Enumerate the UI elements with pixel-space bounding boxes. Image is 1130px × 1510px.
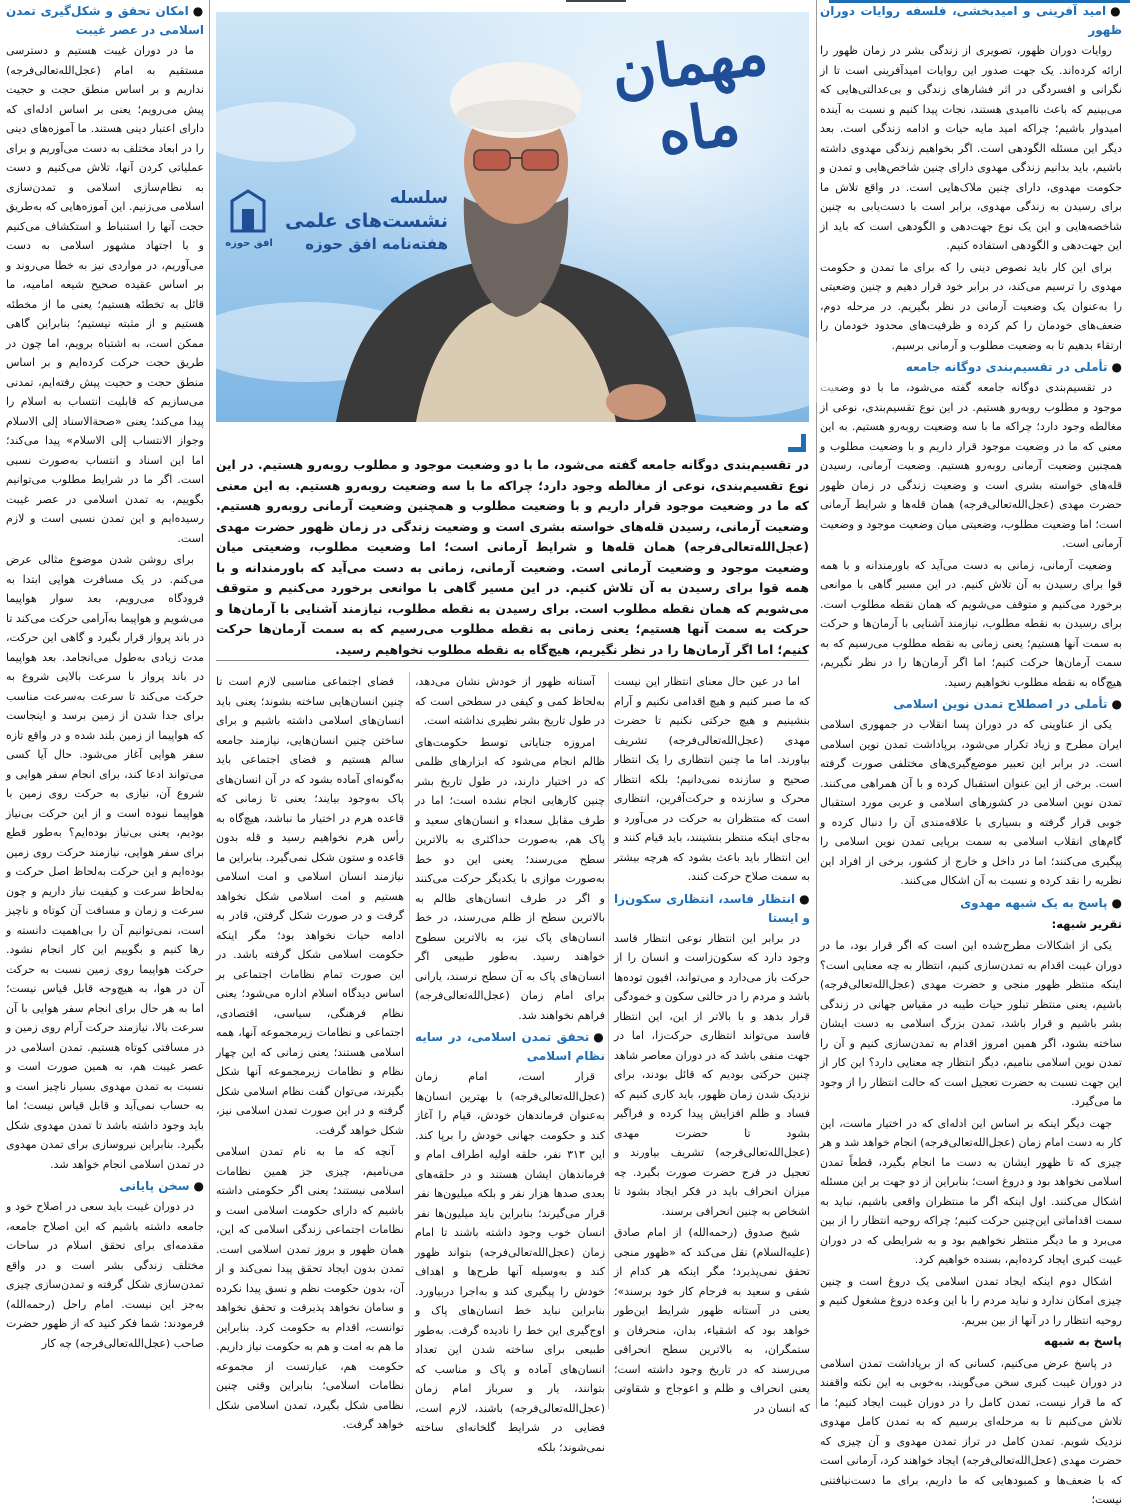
paragraph: یکی از اشکالات مطرح‌شده این است که اگر قرار بود، ما در دوران غیبت اقدام به تمدن‌سازی کنیم، انتظار به چه معنایی است؟ اینکه منتظر ظهور منجی و حضرت مهدی (عجل‌الله‌تعالی‌فرجه) باشیم، یعنی منتظر تبلور حیات طیبه در مقیاس جهانی در زندگی بشر باشیم و قرار باشد، تمدن بزرگ اسلامی به دست ایشان ساخته بشود، اگر همین امروز اقدام به تمدن‌سازی کنیم و آن را تمدن نوین اسلامی بنامیم، دیگر انتظار چه معنایی دارد؟ این کار از این جهت نسبت به حضرت تعجیل است که حالت انتظار را از وجود ما می‌گیرد. (820, 939, 1122, 1108)
paragraph: شیخ صدوق (رحمه‌الله) از امام صادق (علیه‌السلام) نقل می‌کند که «ظهور منجی تحقق نمی‌پذیرد؛ مگر اینکه هر کدام از شقی و سعید به فرجام کار خود برسند»؛ یعنی در آستانه ظهور شرایط این‌طور خواهد بود که اشقیاء، بدان، منحرفان و ستمگران، به بالاترین سطح انحرافی می‌رسند که در تاریخ وجود داشته است؛ یعنی انحراف و ظلم و اعوجاج و شقاوتی که انسان در (614, 1226, 810, 1415)
heading-final-words: ●سخن پایانی (119, 1179, 204, 1193)
heading-islamic-system: ●تحقق تمدن اسلامی، در سایه نظام اسلامی (415, 1030, 605, 1063)
caption-weekly: هفته‌نامه افق حوزه (305, 235, 448, 253)
middle-column-center (415, 672, 605, 1454)
caption-series: سلسله (389, 188, 448, 208)
paragraph: در تقسیم‌بندی دوگانه جامعه گفته می‌شود، ما با دو وضعیت موجود و مطلوب روبه‌رو هستیم. در این نوع تقسیم‌بندی، نوعی از مغالطه وجود دارد؛ چراکه ما با سه وضعیت روبه‌رو هستیم. به این معنی که ما در وضعیت موجود قرار داریم و با وضعیت مطلوب و همچنین وضعیت آرمانی روبه‌رو هستیم. وضعیت آرمانی، رسیدن قله‌های خواسته بشری است و وضعیت زندگی در زمان ظهور حضرت مهدی (عجل‌الله‌تعالی‌فرجه) همان قله‌ها و شرایط آرمانی است؛ اما وضعیت مطلوب، وضعیتی میان وضعیت موجود و وضعیت آرمانی است. (820, 381, 1122, 550)
paragraph: روایات دوران ظهور، تصویری از زندگی بشر در زمان ظهور را ارائه کرده‌اند. یک جهت صدور این روایات امیدآفرینی است تا از نگرانی و افسردگی در اثر فشارهای زندگی و بی‌عدالتی‌هایی که می‌بینیم که باعث ناامیدی هستند، نجات پیدا کنیم و نسبت به آینده امیدوار باشیم؛ چراکه امید مایه حیات و ادامه زندگی است. بعد دیگر این مسئله الگودهی است. اگر بخواهیم زندگی مهدوی داشته باشیم، باید بدانیم زندگی مهدوی دارای چنین شاخص‌هایی و تمدن و حکومت مهدوی، دارای چنین ملاک‌هایی است. در واقع تلاش ما برای رسیدن به زندگی مهدوی، برابر است با دست‌یابی به چنین شاخصه‌هایی و این یک نوع جهت‌دهی و الگودهی است که باید از این جهت‌دهی و الگودهی استفاده کنیم. (820, 44, 1122, 252)
heading-corrupt-waiting: ●انتظار فاسد، انتظاری سکون‌زا و ایستا (614, 891, 810, 925)
paragraph: در دوران غیبت باید سعی در اصلاح خود و جامعه داشته باشیم که این اصلاح جامعه، مقدمه‌ای برای تحقق اسلام در ساحات مختلف زندگی بشر است و در واقع تمدن‌سازی شکل گرفته و تمدن‌سازی چیزی به‌جز این نیست. امام راحل (رحمه‌الله) فرمودند: شما فکر کنید که از ظهور حضرت صاحب (عجل‌الله‌تعالی‌فرجه) چه کار (6, 1200, 204, 1350)
right-column (820, 2, 1122, 1506)
paragraph: یکی از عناوینی که در دوران پسا انقلاب در جمهوری اسلامی ایران مطرح و زیاد تکرار می‌شود، برپاداشت تمدن نوین اسلامی است. در برابر این تعبیر موضع‌گیری‌های مختلفی صورت گرفته است. برخی از این عنوان استقبال کرده و با آن همراهی می‌کنند. تمدن نوین اسلامی در کشورهای اسلامی و عربی مورد استقبال خوبی قرار گرفته و بسیاری با علاقه‌مندی آن را دنبال کرده و گام‌های انقلاب اسلامی به سمت برپایی تمدن نوین اسلامی را پیگیری می‌کنند؛ اما در داخل و خارج از کشور، برخی از افراد این نظریه را نقد کرده و نسبت به آن اشکال می‌کنند. (820, 718, 1122, 887)
middle-column-right (614, 672, 810, 1415)
subheading-answer: پاسخ به شبهه (1043, 1334, 1122, 1348)
paragraph: قرار است، امام زمان (عجل‌الله‌تعالی‌فرجه) با بهترین انسان‌ها به‌عنوان فرماندهان خودش، قیام را آغاز کند و حکومت جهانی خودش را برپا کند. این ۳۱۳ نفر، حلقه اولیه اطراف امام و فرماندهان ایشان هستند و در حلقه‌های بعدی صدها هزار نفر و بلکه میلیون‌ها نفر قرار می‌گیرند؛ بنابراین باید میلیون‌ها نفر انسان خوب وجود داشته باشند تا امام زمان (عجل‌الله‌تعالی‌فرجه) بتواند ظهور کند و به‌وسیله آنها طرح‌ها و اهداف خودش را پیگیری کند و به‌اجرا دربیاورد. بنابراین نباید خط انسان‌های پاک و اوج‌گیری این خط را نادیده گرفت. به‌طور طبیعی برای ساخته شدن این تعداد انسان‌های آماده و پاک و مناسب که بتوانند، یار و سرباز امام زمان (عجل‌الله‌تعالی‌فرجه) باشند، لازم است، فضایی در شرایط گلخانه‌ای ساخته نمی‌شوند؛ بلکه (415, 1070, 605, 1454)
heading-modern-civilization: ●تأملی در اصطلاح تمدن نوین اسلامی (893, 697, 1122, 711)
logo-text: افق حوزه (225, 238, 273, 249)
lead-paragraph-box (216, 455, 809, 660)
column-divider (608, 672, 609, 1409)
paragraph: امروزه جنایاتی توسط حکومت‌های ظالم انجام می‌شود که ابزارهای ظلمی که در اختیار دارند، در طول تاریخ بشر چنین کارهایی انجام نشده است؛ اما در طرف مقابل سعداء و انسان‌های سعید و پاک هم، به‌صورت حداکثری به بالاترین سطح می‌رسند؛ یعنی این دو خط به‌صورت موازی با یکدیگر حرکت می‌کنند و اگر در طرف انسان‌های ظالم به بالاترین سطح از ظلم می‌رسند، در خط انسان‌های پاک نیز، به بالاترین سطوح خواهند رسید. به‌طور طبیعی اگر انسان‌های پاک به آن سطح نرسند، یارانی برای امام زمان (عجل‌الله‌تعالی‌فرجه) فراهم نخواهند شد. (415, 735, 605, 1022)
paragraph: اشکال دوم اینکه ایجاد تمدن اسلامی یک دروغ است و چنین چیزی امکان ندارد و نباید مردم را با این وعده دروغ مشغول کنیم و روحیه انتظار را در آنها از بین ببریم. (820, 1274, 1122, 1327)
paragraph: آستانه ظهور از خودش نشان می‌دهد، به‌لحاظ کمی و کیفی در سطحی است که در طول تاریخ بشر نظیری نداشته است. (415, 675, 605, 727)
paragraph: برای روشن شدن موضوع مثالی عرض می‌کنم. در یک مسافرت هوایی ابتدا به فرودگاه می‌رویم، بعد سوار هواپیما می‌شویم و هواپیما به‌آرامی حرکت می‌کند تا در باند پرواز قرار بگیرد و گاهی این حرکت، مدت زیادی به‌طول می‌انجامد. بعد هواپیما در باند پرواز با سرعت بالایی شروع به حرکت می‌کند تا سرعت به‌سرعت مناسب برای جدا شدن از زمین برسد و اینجاست که هواپیما از زمین بلند شده و در واقع تازه سفر هوایی آغاز می‌شود. حال آیا کسی می‌تواند ادعا کند، برای انجام سفر هوایی و شروع آن، نیازی به حرکت روی زمین با هواپیما نبوده است و از این حرکت بی‌نیاز بودیم، یعنی بی‌نیاز بوده‌ایم؟ به‌طور قطع برای سفر هوایی، نیازمند حرکت روی زمین بوده‌ایم و این حرکت به‌لحاظ اصل حرکت و به‌لحاظ سرعت و کیفیت نیاز داریم و چون سرعت و زمان و مسافت آن کوتاه و ناچیز است، نمی‌توانیم آن را بی‌اهمیت دانسته و رها کنیم و بگوییم این کار انجام نشود. حرکت هواپیما روی زمین نسبت به حرکت آن در هوا، به هیچ‌وجه قابل قیاس نیست؛ اما به هر حال برای انجام سفر هوایی با آن سرعت بالا، نیازمند حرکت آرام روی زمین و در مسافتی کوتاه هستیم. تمدن اسلامی در عصر غیبت هم، به همین صورت است و نسبت به تمدن مهدوی بسیار ناچیز است و به حساب نمی‌آید و قابل قیاس نیست؛ اما باید وجود داشته باشد تا تمدن مهدوی شکل بگیرد. بنابراین نیروسازی برای تمدن مهدوی در تمدن اسلامی انجام خواهد شد. (6, 553, 204, 1171)
middle-column-left (216, 672, 404, 1431)
series-title: مهمان ماه (606, 17, 772, 170)
lead-corner-icon (788, 434, 806, 452)
top-rule-mid (566, 0, 626, 2)
paragraph: آنچه که ما به نام تمدن اسلامی می‌نامیم، چیزی جز همین نظامات اسلامی نیستند؛ یعنی اگر حکومتی داشته باشیم که دارای حکومت اسلامی است و نظامات اجتماعی زندگی اسلامی که این، همان ظهور و بروز تمدن اسلامی است. تمدن بدون ایجاد تحقق پیدا نمی‌کند و از آن، بدون حکومت نظم و نسق پیدا نکرده و سامان نخواهد پذیرفت و تحقق نخواهد توانست، اقدام به حکومت کرد. بنابراین ما هم به امت و هم به حکومت نیاز داریم. حکومت هم، عبارتست از مجموعه نظامات اسلامی؛ بنابراین وقتی چنین نظامی شکل بگیرد، تمدن اسلامی شکل خواهد گرفت. (216, 1145, 404, 1431)
lead-text: در تقسیم‌بندی دوگانه جامعه گفته می‌شود، ما با دو وضعیت موجود و مطلوب روبه‌رو هستیم. در این نوع تقسیم‌بندی، نوعی از مغالطه وجود دارد؛ چراکه ما با سه وضعیت روبه‌رو هستیم. به این معنی که ما در وضعیت موجود قرار داریم و با وضعیت مطلوب و همچنین وضعیت آرمانی روبه‌رو هستیم. وضعیت آرمانی، رسیدن قله‌های خواسته بشری است و وضعیت زندگی در زمان ظهور حضرت مهدی (عجل‌الله‌تعالی‌فرجه) همان قله‌ها و شرایط آرمانی است؛ اما وضعیت مطلوب، وضعیتی میان وضعیت موجود و وضعیت آرمانی است. وضعیت آرمانی، زمانی به دست می‌آید که باورمندانه و با همه قوا برای رسیدن به آن تلاش کنیم. در این مسیر گاهی با موانعی برخورد می‌کنیم و متوقف می‌شویم که همان نقطه مطلوب است. برای رسیدن به نقطه مطلوب، نیازمند آشنایی با آرمان‌ها و حرکت به سمت آنها هستیم؛ یعنی زمانی به نقطه مطلوب می‌رسیم که به سمت آرمان‌ها حرکت کنیم؛ اما اگر آرمان‌ها را در نظر نگیریم، هیچ‌گاه به نقطه مطلوب نخواهیم رسید. (216, 455, 809, 661)
paragraph: اما در عین حال معنای انتظار این نیست که ما صبر کنیم و هیچ اقدامی نکنیم و آرام بنشینیم و هیچ حرکتی نکنیم تا حضرت مهدی (عجل‌الله‌تعالی‌فرجه) تشریف بیاورند. اما ما چنین انتظاری را یک انتظار صحیح و سازنده نمی‌دانیم؛ بلکه انتظار محرک و سازنده و حرکت‌آفرین، انتظاری است که منتظران به حرکت در می‌آورد و به‌جای اینکه منتظر بنشینند، باید قیام کنند و این انتظار باید باعث بشود که هرچه بیشتر به سمت صلاح حرکت کنند. (614, 675, 810, 883)
paragraph: فضای اجتماعی مناسبی لازم است تا چنین انسان‌هایی ساخته بشوند؛ یعنی باید انسان‌های اسلامی داشته باشیم و برای ساختن چنین انسان‌هایی، نیازمند جامعه سالم هستیم و فضای اجتماعی باید به‌گونه‌ای آماده بشود که در آن انسان‌های پاک به‌وجود بیایند؛ یعنی تا زمانی که قاعده هرم در اختیار ما نباشد، هیچ‌گاه به رأس هرم نخواهیم رسید و قله بدون قاعده و ستون شکل نمی‌گیرد. بنابراین ما نیازمند انسان اسلامی و امت اسلامی هستیم و امت اسلامی شکل نخواهد گرفت و در صورت شکل گرفتن، قادر به ادامه حیات نخواهد بود؛ مگر اینکه حکومت اسلامی شکل گرفته باشد. در این صورت تمام نظامات اجتماعی بر اساس دیدگاه اسلام اداره می‌شود؛ یعنی نظام فرهنگی، سیاسی، اقتصادی، اجتماعی و نظامات زیرمجموعه آنها، همه اسلامی هستند؛ یعنی زمانی که این چهار نظام و نظامات زیرمجموعه آنها شکل بگیرند، می‌توان گفت نظام اسلامی شکل گرفته و در این صورت تمدن اسلامی نیز، شکل خواهد گرفت. (216, 675, 404, 1137)
paragraph: در برابر این انتظار نوعی انتظار فاسد وجود دارد که سکون‌زاست و انسان را از حرکت باز می‌دارد و می‌تواند، افیون توده‌ها باشد و مردم را در حالتی سکون و خمودگی قرار بدهد و با بالاتر از این، این انتظار فاسد می‌تواند انتظاری حرکت‌زا، اما در جهت منفی باشد که در دوران معاصر شاهد چنین حرکتی بودیم که قائل بودند، برای نزدیک شدن زمان ظهور، باید کاری کنیم که فساد و ظلم افزایش پیدا کرده و فراگیر بشود تا حضرت مهدی (عجل‌الله‌تعالی‌فرجه) تشریف بیاورند و تعجیل در فرج حضرت صورت بگیرد. چه میزان انحراف باید در فکر ایجاد بشود تا اشخاص به چنین انحرافی برسند. (614, 931, 810, 1218)
paragraph: وضعیت آرمانی، زمانی به دست می‌آید که باورمندانه و با همه قوا برای رسیدن به آن تلاش کنیم. در این مسیر گاهی با موانعی برخورد می‌کنیم و متوقف می‌شویم که همان نقطه مطلوب است. برای رسیدن به نقطه مطلوب، نیازمند آشنایی با آرمان‌ها و حرکت به سمت آنها هستیم؛ یعنی زمانی به نقطه مطلوب می‌رسیم که به سمت آرمان‌ها حرکت کنیم؛ اما اگر آرمان‌ها را در نظر نگیریم، هیچ‌گاه به نقطه مطلوب نخواهیم رسید. (820, 558, 1122, 689)
caption-sessions: نشست‌های علمی (285, 210, 448, 232)
heading-hope: ●امید آفرینی و امیدبخشی، فلسفه روایات دوران ظهور (820, 4, 1122, 37)
paragraph: ما در دوران غیبت هستیم و دسترسی مستقیم به امام (عجل‌الله‌تعالی‌فرجه) نداریم و بر اساس منطق حجت و حجیت پیش می‌رویم؛ یعنی بر اساس ادله‌ای که دارای اعتبار دینی هستند. ما آموزه‌های دینی را در ابعاد مختلف به دست می‌آوریم و برای عملیاتی کردن آنها، تلاش می‌کنیم و دست به نظام‌سازی اسلامی و تمدن‌سازی اسلامی می‌زنیم. این آموزه‌هایی که به‌طریق حجت آنها را استنباط و استکشاف می‌کنیم و با اجتهاد مشهور اسلامی به دست می‌آوریم، در مواردی نیز به خطا می‌روند و بر اساس عقیده صحیح شیعه امامیه، ما قائل به تخطئه هستیم؛ یعنی ما از مخطئه هستیم و از مثبته نیستیم؛ بنابراین گاهی ممکن است، به اشتباه برویم، اما چون در طریق حجت حرکت کرده‌ایم و بر اساس منطق حجت و حجیت پیش رفته‌ایم، تمدنی می‌سازیم که قابلیت انتساب به اسلام را پیدا می‌کند؛ یعنی «صحة‌الاسناد إلی الاسلام وجواز الانتساب إلی الاسلام» پیدا می‌کند؛ اما این اسناد و انتساب به‌صورت نسبی است. اگر ما در شرایط مطلوب می‌توانیم بگوییم، به تمدن اسلامی در عصر غیبت رسیده‌ایم و این تمدن نسبی است و لازم است. (6, 44, 204, 545)
paragraph: در پاسخ عرض می‌کنیم، کسانی که از برپاداشت تمدن اسلامی در دوران غیبت کبری سخن می‌گویند، به‌خوبی به این نکته واقفند که ما قرار نیست، تمدن کامل را در دوران غیبت ایجاد کنیم؛ ما تلاش می‌کنیم تا به مرحله‌ای برسیم که به تمدن کامل مهدوی نزدیک شویم. تمدن کامل در تراز تمدن مهدوی و آن چیزی که حضرت مهدی (عجل‌الله‌تعالی‌فرجه) ایجاد خواهند کرد، آرمانی است که با ضعف‌ها و کمبودهایی که ما داریم، برای ما دست‌نیافتنی نیست؛ (820, 1356, 1122, 1506)
column-divider (816, 0, 817, 1409)
heading-dual-division: ●تأملی در تقسیم‌بندی دوگانه جامعه (905, 360, 1122, 374)
heading-doubt: ●پاسخ به یک شبهه مهدوی (960, 895, 1122, 910)
left-column (6, 2, 204, 1402)
logo-icon (228, 187, 268, 235)
series-caption (278, 187, 448, 255)
paragraph: برای این کار باید نصوص دینی را که برای ما تمدن و حکومت مهدوی را ترسیم می‌کند، در برابر خود قرار دهیم و چنین وضعیتی را به‌عنوان یک وضعیت آرمانی در نظر بگیریم. در مرحله دوم، ضعف‌های خودمان را کم کرده و ظرفیت‌های محدود خودمان را ارتقاء بدهیم تا به وضعیت مطلوب و آرمانی برسیم. (820, 260, 1122, 352)
subheading-doubt-statement: تقریر شبهه: (1051, 916, 1122, 931)
paragraph: جهت دیگر اینکه بر اساس این ادله‌ای که در اختیار ماست، این کار به دست امام زمان (عجل‌الله‌تعالی‌فرجه) انجام خواهد شد و هر چیزی که تا ظهور ایشان به دست ما انجام بگیرد، قطعاً تمدن اسلامی نخواهد بود و دروغ است؛ بنابراین از دو جهت بر این مسئله اشکال می‌کنند. اول اینکه اگر ما منتظران واقعی باشیم، نباید به سمت اقداماتی این‌چنین حرکت کنیم؛ چراکه روحیه انتظار را از بین می‌برد و ما دیگر منتظر نخواهیم بود و به شرایطی که در دوران غیبت کبری ایجاد کرده‌ایم، بسنده خواهیم کرد. (820, 1116, 1122, 1266)
cover-photo (216, 12, 809, 422)
column-divider (409, 672, 410, 1409)
column-divider (209, 0, 210, 1409)
heading-possibility: ●امکان تحقق و شکل‌گیری تمدن اسلامی در عصر غیبت (6, 4, 204, 37)
